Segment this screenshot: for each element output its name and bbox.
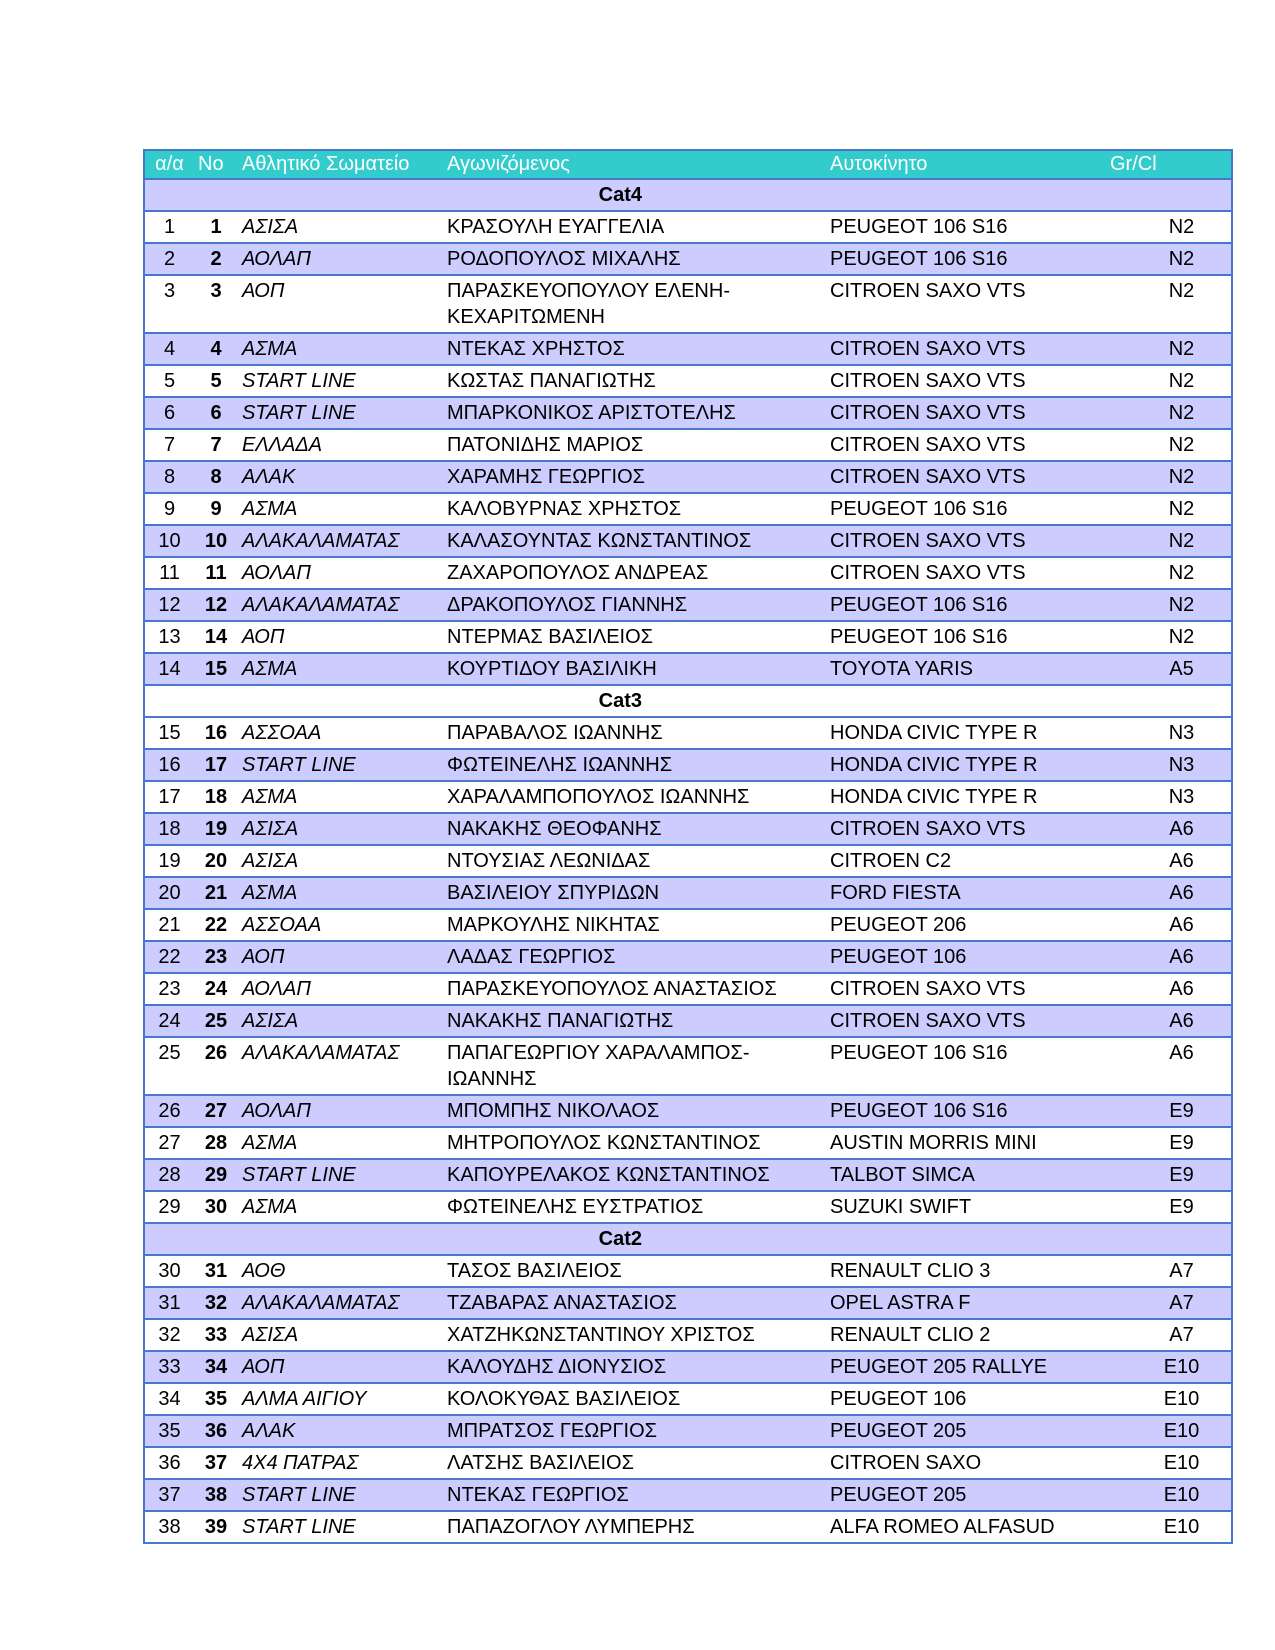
table-row [144,1159,1232,1191]
cell-start-number: 21 [194,877,238,909]
cell-start-number: 9 [194,493,238,525]
category-row-filler [826,179,1232,211]
cell-driver: ΠΑΠΑΖΟΓΛΟΥ ΛΥΜΠΕΡΗΣ [443,1511,826,1543]
header-car: Αυτοκίνητο [826,150,1106,179]
cell-group-class: A6 [1106,1005,1232,1037]
table-row [144,973,1232,1005]
cell-club: ΑΟΘ [238,1255,443,1287]
cell-club: ΑΣΜΑ [238,653,443,685]
cell-club: ΑΛΑΚΑΛΑΜΑΤΑΣ [238,525,443,557]
cell-aa: 38 [144,1511,194,1543]
table-row [144,749,1232,781]
cell-aa: 23 [144,973,194,1005]
category-row [144,685,1232,717]
cell-car: SUZUKI SWIFT [826,1191,1106,1223]
table-row [144,1287,1232,1319]
cell-group-class: E10 [1106,1511,1232,1543]
cell-aa: 32 [144,1319,194,1351]
cell-aa: 33 [144,1351,194,1383]
table-body [144,179,1232,1543]
cell-aa: 27 [144,1127,194,1159]
cell-group-class: N2 [1106,621,1232,653]
cell-driver: ΝΑΚΑΚΗΣ ΠΑΝΑΓΙΩΤΗΣ [443,1005,826,1037]
cell-start-number: 23 [194,941,238,973]
cell-driver: ΒΑΣΙΛΕΙΟΥ ΣΠΥΡΙΔΩΝ [443,877,826,909]
cell-car: CITROEN SAXO VTS [826,813,1106,845]
cell-start-number: 19 [194,813,238,845]
cell-club: ΑΣΣΟΑΑ [238,717,443,749]
cell-driver: ΠΑΡΑΣΚΕΥΟΠΟΥΛΟΣ ΑΝΑΣΤΑΣΙΟΣ [443,973,826,1005]
table-row [144,365,1232,397]
cell-driver: ΚΑΛΟΒΥΡΝΑΣ ΧΡΗΣΤΟΣ [443,493,826,525]
cell-club: ΑΟΛΑΠ [238,243,443,275]
cell-driver: ΛΑΔΑΣ ΓΕΩΡΓΙΟΣ [443,941,826,973]
cell-aa: 36 [144,1447,194,1479]
cell-group-class: E9 [1106,1127,1232,1159]
cell-start-number: 7 [194,429,238,461]
cell-car: PEUGEOT 106 S16 [826,493,1106,525]
cell-group-class: A7 [1106,1287,1232,1319]
cell-group-class: N2 [1106,589,1232,621]
table-row [144,845,1232,877]
cell-driver: ΝΑΚΑΚΗΣ ΘΕΟΦΑΝΗΣ [443,813,826,845]
cell-group-class: N2 [1106,493,1232,525]
cell-start-number: 32 [194,1287,238,1319]
cell-start-number: 11 [194,557,238,589]
cell-car: PEUGEOT 106 S16 [826,589,1106,621]
cell-driver: ΦΩΤΕΙΝΕΛΗΣ ΙΩΑΝΝΗΣ [443,749,826,781]
cell-aa: 35 [144,1415,194,1447]
cell-car: PEUGEOT 106 S16 [826,1037,1106,1095]
cell-start-number: 6 [194,397,238,429]
cell-driver: ΦΩΤΕΙΝΕΛΗΣ ΕΥΣΤΡΑΤΙΟΣ [443,1191,826,1223]
cell-car: PEUGEOT 106 S16 [826,621,1106,653]
table-row [144,1415,1232,1447]
cell-start-number: 31 [194,1255,238,1287]
cell-car: PEUGEOT 205 [826,1415,1106,1447]
category-row [144,179,1232,211]
cell-start-number: 35 [194,1383,238,1415]
cell-car: CITROEN C2 [826,845,1106,877]
cell-car: CITROEN SAXO VTS [826,429,1106,461]
cell-aa: 8 [144,461,194,493]
table-row [144,941,1232,973]
cell-group-class: A6 [1106,813,1232,845]
cell-start-number: 3 [194,275,238,333]
cell-aa: 22 [144,941,194,973]
cell-aa: 16 [144,749,194,781]
cell-club: ΑΣΙΣΑ [238,1319,443,1351]
table-row [144,275,1232,333]
cell-start-number: 37 [194,1447,238,1479]
cell-club: START LINE [238,1479,443,1511]
cell-car: HONDA CIVIC TYPE R [826,781,1106,813]
cell-group-class: E9 [1106,1191,1232,1223]
table-row [144,1383,1232,1415]
cell-aa: 4 [144,333,194,365]
cell-club: ΑΟΠ [238,941,443,973]
cell-aa: 20 [144,877,194,909]
category-label: Cat3 [144,685,826,717]
cell-club: START LINE [238,365,443,397]
cell-driver: ΠΑΡΑΣΚΕΥΟΠΟΥΛΟΥ ΕΛΕΝΗ-ΚΕΧΑΡΙΤΩΜΕΝΗ [443,275,826,333]
cell-aa: 34 [144,1383,194,1415]
cell-start-number: 17 [194,749,238,781]
cell-club: ΑΣΜΑ [238,493,443,525]
cell-driver: ΔΡΑΚΟΠΟΥΛΟΣ ΓΙΑΝΝΗΣ [443,589,826,621]
cell-aa: 25 [144,1037,194,1095]
cell-aa: 18 [144,813,194,845]
cell-start-number: 22 [194,909,238,941]
cell-car: OPEL ASTRA F [826,1287,1106,1319]
cell-aa: 13 [144,621,194,653]
cell-group-class: E10 [1106,1415,1232,1447]
cell-group-class: N2 [1106,365,1232,397]
cell-group-class: N2 [1106,275,1232,333]
cell-aa: 26 [144,1095,194,1127]
cell-group-class: N3 [1106,781,1232,813]
cell-club: ΑΛΑΚΑΛΑΜΑΤΑΣ [238,1287,443,1319]
cell-club: ΑΟΠ [238,1351,443,1383]
cell-start-number: 28 [194,1127,238,1159]
cell-driver: ΜΠΑΡΚΟΝΙΚΟΣ ΑΡΙΣΤΟΤΕΛΗΣ [443,397,826,429]
cell-driver: ΠΑΤΟΝΙΔΗΣ ΜΑΡΙΟΣ [443,429,826,461]
table-row [144,211,1232,243]
cell-start-number: 27 [194,1095,238,1127]
cell-club: ΑΣΙΣΑ [238,1005,443,1037]
cell-driver: ΜΠΡΑΤΣΟΣ ΓΕΩΡΓΙΟΣ [443,1415,826,1447]
cell-car: CITROEN SAXO VTS [826,365,1106,397]
cell-start-number: 8 [194,461,238,493]
cell-start-number: 1 [194,211,238,243]
cell-aa: 29 [144,1191,194,1223]
cell-group-class: E9 [1106,1159,1232,1191]
cell-group-class: A6 [1106,845,1232,877]
table-row [144,557,1232,589]
table-row [144,1037,1232,1095]
cell-driver: ΖΑΧΑΡΟΠΟΥΛΟΣ ΑΝΔΡΕΑΣ [443,557,826,589]
cell-driver: ΜΗΤΡΟΠΟΥΛΟΣ ΚΩΝΣΤΑΝΤΙΝΟΣ [443,1127,826,1159]
cell-driver: ΚΩΣΤΑΣ ΠΑΝΑΓΙΩΤΗΣ [443,365,826,397]
cell-driver: ΝΤΟΥΣΙΑΣ ΛΕΩΝΙΔΑΣ [443,845,826,877]
cell-start-number: 5 [194,365,238,397]
table-row [144,1191,1232,1223]
table-row [144,1127,1232,1159]
cell-club: ΑΣΙΣΑ [238,813,443,845]
cell-driver: ΧΑΡΑΛΑΜΠΟΠΟΥΛΟΣ ΙΩΑΝΝΗΣ [443,781,826,813]
table-row [144,653,1232,685]
cell-car: AUSTIN MORRIS MINI [826,1127,1106,1159]
cell-start-number: 14 [194,621,238,653]
cell-aa: 28 [144,1159,194,1191]
cell-car: TALBOT SIMCA [826,1159,1106,1191]
cell-start-number: 10 [194,525,238,557]
cell-group-class: N3 [1106,717,1232,749]
cell-club: ΑΣΜΑ [238,877,443,909]
cell-start-number: 2 [194,243,238,275]
cell-start-number: 18 [194,781,238,813]
cell-driver: ΝΤΕΚΑΣ ΓΕΩΡΓΙΟΣ [443,1479,826,1511]
cell-car: PEUGEOT 106 S16 [826,211,1106,243]
cell-driver: ΠΑΡΑΒΑΛΟΣ ΙΩΑΝΝΗΣ [443,717,826,749]
cell-group-class: N2 [1106,333,1232,365]
cell-car: PEUGEOT 206 [826,909,1106,941]
cell-club: ΑΣΙΣΑ [238,845,443,877]
cell-club: ΑΣΜΑ [238,1127,443,1159]
cell-group-class: E10 [1106,1351,1232,1383]
cell-car: CITROEN SAXO VTS [826,461,1106,493]
cell-driver: ΧΑΤΖΗΚΩΝΣΤΑΝΤΙΝΟΥ ΧΡΙΣΤΟΣ [443,1319,826,1351]
table-row [144,1351,1232,1383]
table-row [144,429,1232,461]
table-row [144,333,1232,365]
cell-car: CITROEN SAXO VTS [826,973,1106,1005]
table-row [144,781,1232,813]
cell-start-number: 29 [194,1159,238,1191]
table-row [144,525,1232,557]
table-header-row [144,150,1232,179]
cell-club: ΑΣΜΑ [238,781,443,813]
header-aa: α/α [144,150,194,179]
cell-aa: 1 [144,211,194,243]
cell-driver: ΜΠΟΜΠΗΣ ΝΙΚΟΛΑΟΣ [443,1095,826,1127]
cell-driver: ΤΑΣΟΣ ΒΑΣΙΛΕΙΟΣ [443,1255,826,1287]
cell-group-class: N2 [1106,211,1232,243]
cell-driver: ΡΟΔΟΠΟΥΛΟΣ ΜΙΧΑΛΗΣ [443,243,826,275]
cell-car: CITROEN SAXO VTS [826,557,1106,589]
cell-driver: ΤΖΑΒΑΡΑΣ ΑΝΑΣΤΑΣΙΟΣ [443,1287,826,1319]
cell-group-class: A6 [1106,941,1232,973]
cell-car: PEUGEOT 205 [826,1479,1106,1511]
table-row [144,621,1232,653]
cell-club: START LINE [238,749,443,781]
cell-driver: ΚΟΥΡΤΙΔΟΥ ΒΑΣΙΛΙΚΗ [443,653,826,685]
cell-aa: 37 [144,1479,194,1511]
cell-group-class: N2 [1106,461,1232,493]
cell-aa: 9 [144,493,194,525]
cell-driver: ΜΑΡΚΟΥΛΗΣ ΝΙΚΗΤΑΣ [443,909,826,941]
header-driver: Αγωνιζόμενος [443,150,826,179]
cell-start-number: 16 [194,717,238,749]
cell-start-number: 30 [194,1191,238,1223]
cell-aa: 10 [144,525,194,557]
cell-aa: 17 [144,781,194,813]
cell-car: CITROEN SAXO VTS [826,275,1106,333]
cell-club: 4Χ4 ΠΑΤΡΑΣ [238,1447,443,1479]
cell-car: PEUGEOT 106 S16 [826,243,1106,275]
cell-club: ΑΣΙΣΑ [238,211,443,243]
cell-group-class: A6 [1106,973,1232,1005]
cell-club: ΑΣΜΑ [238,333,443,365]
cell-aa: 3 [144,275,194,333]
table-row [144,589,1232,621]
cell-club: ΑΛΑΚΑΛΑΜΑΤΑΣ [238,589,443,621]
cell-start-number: 24 [194,973,238,1005]
cell-group-class: A6 [1106,1037,1232,1095]
cell-driver: ΠΑΠΑΓΕΩΡΓΙΟΥ ΧΑΡΑΛΑΜΠΟΣ-ΙΩΑΝΝΗΣ [443,1037,826,1095]
cell-group-class: N2 [1106,525,1232,557]
cell-car: CITROEN SAXO VTS [826,333,1106,365]
cell-driver: ΚΑΛΟΥΔΗΣ ΔΙΟΝΥΣΙΟΣ [443,1351,826,1383]
cell-group-class: E9 [1106,1095,1232,1127]
cell-start-number: 39 [194,1511,238,1543]
cell-driver: ΚΑΠΟΥΡΕΛΑΚΟΣ ΚΩΝΣΤΑΝΤΙΝΟΣ [443,1159,826,1191]
cell-car: RENAULT CLIO 3 [826,1255,1106,1287]
cell-group-class: N2 [1106,429,1232,461]
table-row [144,493,1232,525]
cell-aa: 11 [144,557,194,589]
table-row [144,813,1232,845]
category-label: Cat2 [144,1223,826,1255]
cell-driver: ΝΤΕΡΜΑΣ ΒΑΣΙΛΕΙΟΣ [443,621,826,653]
cell-club: ΕΛΛΑΔΑ [238,429,443,461]
table-row [144,909,1232,941]
cell-club: ΑΣΜΑ [238,1191,443,1223]
cell-start-number: 15 [194,653,238,685]
cell-car: PEUGEOT 106 [826,941,1106,973]
cell-group-class: A7 [1106,1255,1232,1287]
cell-aa: 14 [144,653,194,685]
cell-club: START LINE [238,397,443,429]
cell-driver: ΝΤΕΚΑΣ ΧΡΗΣΤΟΣ [443,333,826,365]
cell-aa: 21 [144,909,194,941]
cell-driver: ΚΟΛΟΚΥΘΑΣ ΒΑΣΙΛΕΙΟΣ [443,1383,826,1415]
table-row [144,1095,1232,1127]
table-row [144,877,1232,909]
cell-club: ΑΣΣΟΑΑ [238,909,443,941]
cell-start-number: 12 [194,589,238,621]
cell-start-number: 25 [194,1005,238,1037]
cell-driver: ΛΑΤΣΗΣ ΒΑΣΙΛΕΙΟΣ [443,1447,826,1479]
cell-group-class: A5 [1106,653,1232,685]
table-row [144,1479,1232,1511]
cell-club: START LINE [238,1511,443,1543]
cell-group-class: N2 [1106,243,1232,275]
header-club: Αθλητικό Σωματείο [238,150,443,179]
cell-aa: 6 [144,397,194,429]
cell-car: CITROEN SAXO VTS [826,1005,1106,1037]
cell-club: ΑΛΑΚ [238,1415,443,1447]
cell-group-class: E10 [1106,1383,1232,1415]
cell-car: CITROEN SAXO [826,1447,1106,1479]
cell-group-class: N2 [1106,557,1232,589]
cell-start-number: 34 [194,1351,238,1383]
cell-club: ΑΟΠ [238,275,443,333]
cell-aa: 2 [144,243,194,275]
cell-aa: 7 [144,429,194,461]
cell-driver: ΧΑΡΑΜΗΣ ΓΕΩΡΓΙΟΣ [443,461,826,493]
cell-club: ΑΟΛΑΠ [238,1095,443,1127]
cell-club: ΑΟΛΑΠ [238,557,443,589]
cell-club: ΑΟΠ [238,621,443,653]
cell-car: RENAULT CLIO 2 [826,1319,1106,1351]
cell-aa: 5 [144,365,194,397]
cell-aa: 12 [144,589,194,621]
cell-car: PEUGEOT 106 [826,1383,1106,1415]
table-row [144,397,1232,429]
cell-start-number: 4 [194,333,238,365]
table-row [144,1005,1232,1037]
table-row [144,1447,1232,1479]
cell-aa: 30 [144,1255,194,1287]
table-row [144,1511,1232,1543]
cell-start-number: 26 [194,1037,238,1095]
cell-start-number: 20 [194,845,238,877]
cell-driver: ΚΡΑΣΟΥΛΗ ΕΥΑΓΓΕΛΙΑ [443,211,826,243]
category-label: Cat4 [144,179,826,211]
cell-group-class: E10 [1106,1447,1232,1479]
cell-car: FORD FIESTA [826,877,1106,909]
table-row [144,461,1232,493]
header-grcl: Gr/Cl [1106,150,1232,179]
cell-club: ΑΛΜΑ ΑΙΓΙΟΥ [238,1383,443,1415]
cell-car: HONDA CIVIC TYPE R [826,717,1106,749]
cell-aa: 31 [144,1287,194,1319]
header-no: No [194,150,238,179]
cell-club: ΑΛΑΚ [238,461,443,493]
table-row [144,1255,1232,1287]
table-row [144,243,1232,275]
cell-start-number: 33 [194,1319,238,1351]
cell-aa: 19 [144,845,194,877]
cell-group-class: A7 [1106,1319,1232,1351]
cell-driver: ΚΑΛΑΣΟΥΝΤΑΣ ΚΩΝΣΤΑΝΤΙΝΟΣ [443,525,826,557]
cell-car: CITROEN SAXO VTS [826,397,1106,429]
cell-group-class: N3 [1106,749,1232,781]
cell-car: ALFA ROMEO ALFASUD [826,1511,1106,1543]
cell-car: PEUGEOT 106 S16 [826,1095,1106,1127]
cell-car: HONDA CIVIC TYPE R [826,749,1106,781]
cell-car: PEUGEOT 205 RALLYE [826,1351,1106,1383]
cell-club: ΑΟΛΑΠ [238,973,443,1005]
cell-club: START LINE [238,1159,443,1191]
entry-list-table [143,149,1233,1544]
table-row [144,1319,1232,1351]
cell-start-number: 36 [194,1415,238,1447]
category-row [144,1223,1232,1255]
category-row-filler [826,685,1232,717]
cell-group-class: A6 [1106,877,1232,909]
table-row [144,717,1232,749]
cell-aa: 24 [144,1005,194,1037]
cell-car: CITROEN SAXO VTS [826,525,1106,557]
category-row-filler [826,1223,1232,1255]
cell-start-number: 38 [194,1479,238,1511]
cell-car: TOYOTA YARIS [826,653,1106,685]
cell-group-class: N2 [1106,397,1232,429]
cell-group-class: A6 [1106,909,1232,941]
cell-group-class: E10 [1106,1479,1232,1511]
cell-club: ΑΛΑΚΑΛΑΜΑΤΑΣ [238,1037,443,1095]
cell-aa: 15 [144,717,194,749]
